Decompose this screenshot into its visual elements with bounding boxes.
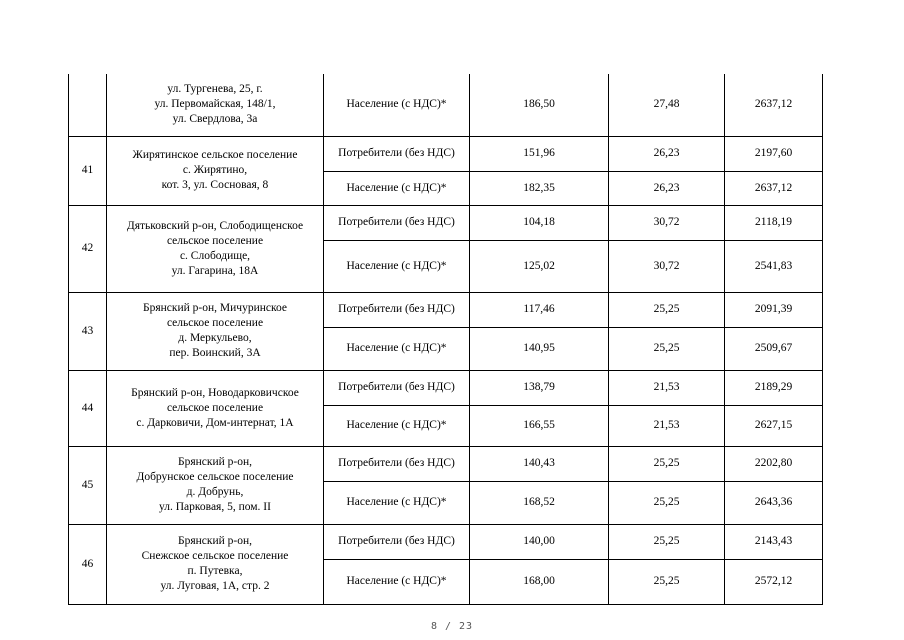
address-cell: Брянский р-он, Снежское сельское поселение п. Путевка, ул. Луговая, 1А, стр. 2 xyxy=(107,524,324,604)
value-cell: 2572,12 xyxy=(725,559,823,604)
value-cell: 140,95 xyxy=(470,327,609,370)
value-cell: 166,55 xyxy=(470,405,609,446)
consumer-type-cell: Потребители (без НДС) xyxy=(324,292,470,327)
consumer-type-cell: Потребители (без НДС) xyxy=(324,524,470,559)
value-cell: 2202,80 xyxy=(725,446,823,481)
row-number: 42 xyxy=(69,205,107,292)
value-cell: 30,72 xyxy=(609,240,725,292)
consumer-type-cell: Потребители (без НДС) xyxy=(324,446,470,481)
value-cell: 25,25 xyxy=(609,524,725,559)
table-row xyxy=(69,524,823,559)
value-cell: 125,02 xyxy=(470,240,609,292)
value-cell: 30,72 xyxy=(609,205,725,240)
table-row xyxy=(69,446,823,481)
value-cell: 104,18 xyxy=(470,205,609,240)
value-cell: 186,50 xyxy=(470,74,609,136)
value-cell: 2541,83 xyxy=(725,240,823,292)
row-number: 41 xyxy=(69,136,107,205)
value-cell: 25,25 xyxy=(609,292,725,327)
value-cell: 2118,19 xyxy=(725,205,823,240)
value-cell: 2091,39 xyxy=(725,292,823,327)
address-cell: Дятьковский р-он, Слободищенское сельское поселение с. Слободище, ул. Гагарина, 18А xyxy=(107,205,324,292)
consumer-type-cell: Население (с НДС)* xyxy=(324,481,470,524)
consumer-type-cell: Потребители (без НДС) xyxy=(324,136,470,171)
address-cell: Брянский р-он, Добрунское сельское поселение д. Добрунь, ул. Парковая, 5, пом. II xyxy=(107,446,324,524)
value-cell: 117,46 xyxy=(470,292,609,327)
value-cell: 182,35 xyxy=(470,171,609,205)
consumer-type-cell: Население (с НДС)* xyxy=(324,405,470,446)
consumer-type-cell: Население (с НДС)* xyxy=(324,74,470,136)
value-cell: 25,25 xyxy=(609,481,725,524)
address-cell: ул. Тургенева, 25, г. ул. Первомайская, 148/1, ул. Свердлова, 3а xyxy=(107,74,324,136)
value-cell: 26,23 xyxy=(609,171,725,205)
consumer-type-cell: Потребители (без НДС) xyxy=(324,370,470,405)
value-cell: 2637,12 xyxy=(725,74,823,136)
value-cell: 2509,67 xyxy=(725,327,823,370)
value-cell: 2197,60 xyxy=(725,136,823,171)
value-cell: 2643,36 xyxy=(725,481,823,524)
consumer-type-cell: Население (с НДС)* xyxy=(324,327,470,370)
row-number: 46 xyxy=(69,524,107,604)
table-row xyxy=(69,136,823,171)
value-cell: 21,53 xyxy=(609,370,725,405)
consumer-type-cell: Население (с НДС)* xyxy=(324,171,470,205)
value-cell: 2637,12 xyxy=(725,171,823,205)
row-number: 45 xyxy=(69,446,107,524)
value-cell: 168,00 xyxy=(470,559,609,604)
value-cell: 140,00 xyxy=(470,524,609,559)
value-cell: 2143,43 xyxy=(725,524,823,559)
address-cell: Брянский р-он, Мичуринское сельское поселение д. Меркульево, пер. Воинский, 3А xyxy=(107,292,324,370)
consumer-type-cell: Потребители (без НДС) xyxy=(324,205,470,240)
value-cell: 2627,15 xyxy=(725,405,823,446)
value-cell: 2189,29 xyxy=(725,370,823,405)
value-cell: 151,96 xyxy=(470,136,609,171)
value-cell: 140,43 xyxy=(470,446,609,481)
value-cell: 25,25 xyxy=(609,327,725,370)
table-row xyxy=(69,74,823,136)
row-number: 43 xyxy=(69,292,107,370)
consumer-type-cell: Население (с НДС)* xyxy=(324,240,470,292)
value-cell: 21,53 xyxy=(609,405,725,446)
value-cell: 168,52 xyxy=(470,481,609,524)
address-cell: Брянский р-он, Новодарковичское сельское поселение с. Дарковичи, Дом-интернат, 1А xyxy=(107,370,324,446)
value-cell: 27,48 xyxy=(609,74,725,136)
value-cell: 25,25 xyxy=(609,446,725,481)
row-number: 44 xyxy=(69,370,107,446)
table-row xyxy=(69,370,823,405)
table-row xyxy=(69,205,823,240)
consumer-type-cell: Население (с НДС)* xyxy=(324,559,470,604)
page-indicator: 8 / 23 xyxy=(430,621,474,632)
row-number xyxy=(69,74,107,136)
table-row xyxy=(69,292,823,327)
value-cell: 138,79 xyxy=(470,370,609,405)
value-cell: 26,23 xyxy=(609,136,725,171)
address-cell: Жирятинское сельское поселение с. Жирятино, кот. 3, ул. Сосновая, 8 xyxy=(107,136,324,205)
tariff-table xyxy=(68,74,823,605)
value-cell: 25,25 xyxy=(609,559,725,604)
